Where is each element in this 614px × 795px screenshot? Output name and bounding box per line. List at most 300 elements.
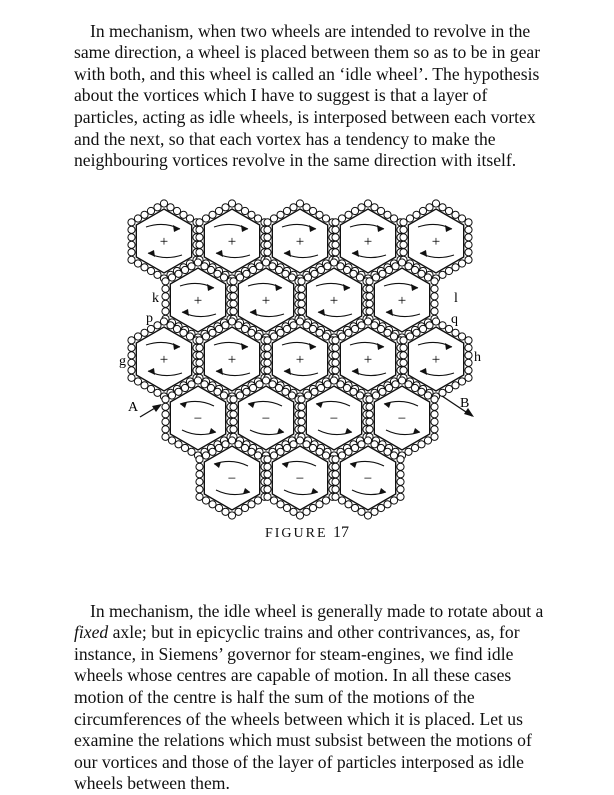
particle-circle	[222, 508, 229, 515]
particle-circle	[419, 325, 426, 332]
particle-circle	[458, 260, 465, 267]
particle-circle	[445, 267, 452, 274]
vortex-sign: +	[261, 293, 271, 309]
particle-circle	[230, 411, 237, 418]
particle-circle	[168, 392, 175, 399]
particle-circle	[298, 300, 305, 307]
caption-word: FIGURE	[264, 526, 328, 541]
particle-circle	[358, 204, 365, 211]
particle-circle	[235, 204, 242, 211]
particle-circle	[162, 418, 169, 425]
particle-circle	[345, 211, 352, 218]
vortex-sign: +	[227, 352, 237, 368]
particle-circle	[338, 215, 345, 222]
label-k: k	[152, 291, 159, 306]
particle-circle	[275, 266, 282, 273]
particle-circle	[465, 249, 472, 256]
particle-circle	[309, 504, 316, 511]
particle-circle	[264, 226, 271, 233]
particle-circle	[264, 249, 271, 256]
particle-circle	[364, 437, 371, 444]
particle-circle	[324, 381, 331, 388]
particle-circle	[241, 504, 248, 511]
particle-circle	[230, 403, 237, 410]
particle-circle	[384, 211, 391, 218]
particle-circle	[296, 318, 303, 325]
particle-circle	[230, 426, 237, 433]
paragraph-idle-wheel: In mechanism, when two wheels are intended to revolve in the same direction, a wheel is placed between them so as to be in gear with both, and this wheel is called an ‘idle wheel’. The hypothesis about the vortices which I have to suggest is that a layer of particles, acting as idle wheels, is interposed between each vortex and the next, so that each vortex has a tendency to make the neighbouring vortices revolve in the same direction with itself.	[74, 20, 541, 171]
particle-circle	[343, 384, 350, 391]
particle-circle	[406, 215, 413, 222]
particle-circle	[196, 344, 203, 351]
particle-circle	[351, 444, 358, 451]
particle-circle	[400, 249, 407, 256]
particle-circle	[269, 263, 276, 270]
particle-circle	[264, 352, 271, 359]
particle-circle	[162, 308, 169, 315]
particle-circle	[162, 403, 169, 410]
particle-circle	[411, 444, 418, 451]
vortex-sign: +	[363, 234, 373, 250]
particle-circle	[290, 441, 297, 448]
particle-circle	[439, 322, 446, 329]
caption-number: 17	[333, 524, 350, 541]
particle-circle	[298, 411, 305, 418]
vortex-hexagons	[136, 209, 463, 510]
particle-circle	[316, 501, 323, 508]
label-g: g	[119, 354, 126, 369]
particle-circle	[358, 441, 365, 448]
particle-circle	[175, 441, 182, 448]
particle-circle	[366, 411, 373, 418]
particle-circle	[332, 471, 339, 478]
particle-circle	[141, 264, 148, 271]
particle-circle	[154, 204, 161, 211]
particle-circle	[128, 374, 135, 381]
particle-circle	[254, 215, 261, 222]
particle-circle	[162, 426, 169, 433]
particle-circle	[188, 448, 195, 455]
particle-circle	[419, 207, 426, 214]
particle-circle	[465, 219, 472, 226]
particle-circle	[397, 478, 404, 485]
particle-circle	[452, 329, 459, 336]
particle-circle	[303, 204, 310, 211]
particle-circle	[128, 344, 135, 351]
particle-circle	[330, 259, 337, 266]
particle-circle	[283, 207, 290, 214]
particle-circle	[398, 377, 405, 384]
particle-circle	[418, 388, 425, 395]
particle-circle	[141, 211, 148, 218]
particle-circle	[411, 266, 418, 273]
particle-circle	[332, 359, 339, 366]
particle-circle	[358, 322, 365, 329]
particle-circle	[162, 300, 169, 307]
particle-circle	[209, 211, 216, 218]
particle-circle	[332, 456, 339, 463]
particle-circle	[128, 359, 135, 366]
particle-circle	[372, 274, 379, 281]
particle-circle	[264, 456, 271, 463]
particle-circle	[405, 381, 412, 388]
label-p: p	[146, 311, 153, 326]
particle-circle	[432, 318, 439, 325]
particle-circle	[372, 392, 379, 399]
particle-circle	[209, 329, 216, 336]
particle-circle	[236, 392, 243, 399]
particle-circle	[162, 278, 169, 285]
particle-circle	[160, 318, 167, 325]
particle-circle	[228, 512, 235, 519]
particle-circle	[230, 285, 237, 292]
particle-circle	[230, 300, 237, 307]
particle-circle	[230, 308, 237, 315]
particle-circle	[426, 204, 433, 211]
particle-circle	[379, 270, 386, 277]
particle-circle	[345, 501, 352, 508]
particle-circle	[390, 497, 397, 504]
particle-circle	[400, 226, 407, 233]
particle-circle	[162, 285, 169, 292]
vortex-sign: −	[397, 411, 407, 427]
particle-circle	[147, 207, 154, 214]
particle-circle	[196, 337, 203, 344]
particle-circle	[384, 448, 391, 455]
particle-circle	[413, 329, 420, 336]
particle-circle	[303, 322, 310, 329]
particle-circle	[400, 367, 407, 374]
particle-circle	[230, 396, 237, 403]
particle-circle	[222, 204, 229, 211]
vortex-sign: −	[261, 411, 271, 427]
particle-circle	[141, 329, 148, 336]
particle-circle	[270, 215, 277, 222]
particle-circle	[405, 263, 412, 270]
particle-circle	[128, 337, 135, 344]
particle-circle	[364, 318, 371, 325]
particle-circle	[167, 204, 174, 211]
particle-circle	[309, 444, 316, 451]
particle-circle	[128, 226, 135, 233]
particle-circle	[390, 333, 397, 340]
particle-circle	[264, 478, 271, 485]
particle-circle	[175, 270, 182, 277]
particle-circle	[162, 411, 169, 418]
particle-circle	[241, 207, 248, 214]
particle-circle	[264, 234, 271, 241]
particle-circle	[298, 285, 305, 292]
particle-circle	[249, 266, 256, 273]
particle-circle	[311, 388, 318, 395]
particle-circle	[397, 493, 404, 500]
particle-circle	[128, 249, 135, 256]
vortex-sign: +	[397, 293, 407, 309]
particle-circle	[351, 325, 358, 332]
particle-circle	[254, 333, 261, 340]
particle-circle	[147, 325, 154, 332]
particle-circle	[377, 207, 384, 214]
particle-circle	[432, 200, 439, 207]
particle-circle	[141, 382, 148, 389]
particle-circle	[173, 207, 180, 214]
particle-circle	[228, 200, 235, 207]
particle-circle	[366, 300, 373, 307]
particle-circle	[332, 241, 339, 248]
arrow-A-head	[152, 404, 162, 412]
particle-circle	[356, 392, 363, 399]
particle-circle	[264, 493, 271, 500]
particle-circle	[264, 219, 271, 226]
particle-circle	[236, 274, 243, 281]
particle-circle	[283, 504, 290, 511]
particle-circle	[431, 426, 438, 433]
particle-circle	[180, 329, 187, 336]
particle-circle	[332, 226, 339, 233]
vortex-sign: −	[295, 471, 305, 487]
particle-circle	[196, 359, 203, 366]
particle-circle	[215, 444, 222, 451]
particle-circle	[465, 234, 472, 241]
particle-circle	[222, 322, 229, 329]
particle-circle	[431, 278, 438, 285]
particle-circle	[270, 497, 277, 504]
particle-circle	[384, 501, 391, 508]
particle-circle	[230, 278, 237, 285]
particle-circle	[317, 384, 324, 391]
particle-circle	[202, 215, 209, 222]
vortex-sign: −	[227, 471, 237, 487]
vortex-sign: −	[193, 411, 203, 427]
particle-circle	[214, 388, 221, 395]
particle-circle	[128, 241, 135, 248]
label-l: l	[454, 291, 458, 306]
particle-circle	[201, 381, 208, 388]
particle-circle	[332, 219, 339, 226]
particle-circle	[175, 388, 182, 395]
particle-circle	[248, 501, 255, 508]
particle-circle	[465, 359, 472, 366]
particle-circle	[288, 274, 295, 281]
particle-circle	[168, 274, 175, 281]
particle-circle	[385, 266, 392, 273]
particle-circle	[332, 344, 339, 351]
vortex-sign: +	[329, 293, 339, 309]
particle-circle	[385, 384, 392, 391]
particle-circle	[298, 293, 305, 300]
particle-circle	[262, 259, 269, 266]
particle-circle	[445, 207, 452, 214]
particle-circle	[400, 344, 407, 351]
particle-circle	[269, 381, 276, 388]
particle-circle	[332, 486, 339, 493]
particle-circle	[256, 381, 263, 388]
particle-circle	[400, 352, 407, 359]
particle-circle	[196, 367, 203, 374]
particle-circle	[431, 411, 438, 418]
particle-circle	[215, 325, 222, 332]
particle-circle	[397, 471, 404, 478]
particle-circle	[296, 200, 303, 207]
particle-circle	[358, 508, 365, 515]
particle-circle	[168, 437, 175, 444]
particle-circle	[162, 433, 169, 440]
vortex-sign: +	[295, 234, 305, 250]
particle-circle	[332, 493, 339, 500]
vortex-sign: +	[227, 234, 237, 250]
particle-circle	[350, 270, 357, 277]
particle-circle	[337, 263, 344, 270]
particle-circle	[277, 448, 284, 455]
particle-circle	[400, 337, 407, 344]
particle-circle	[458, 333, 465, 340]
particle-circle	[264, 337, 271, 344]
particle-circle	[356, 274, 363, 281]
particle-circle	[235, 441, 242, 448]
particle-circle	[282, 270, 289, 277]
paragraph-2-text-b: axle; but in epicyclic trains and other contrivances, as, for instance, in Siemens’ governor for steam-engines, we find idle wheels whose centres are capable of motion. In all these cases motion of the centre is half the sum of the motions of the circumferences of the wheels between which it is placed. Let us examine the relations which must subsist between the motions of our vortices and those of the layer of particles interposed as idle wheels between them.	[74, 622, 532, 794]
particle-circle	[196, 463, 203, 470]
particle-circle	[296, 437, 303, 444]
particle-circle	[134, 215, 141, 222]
particle-circle	[264, 367, 271, 374]
particle-circle	[431, 293, 438, 300]
particle-circle	[228, 318, 235, 325]
particle-circle	[304, 392, 311, 399]
particle-circle	[452, 264, 459, 271]
particle-circle	[209, 501, 216, 508]
particle-circle	[220, 392, 227, 399]
particle-circle	[196, 234, 203, 241]
label-q: q	[451, 312, 458, 327]
particle-circle	[128, 256, 135, 263]
particle-circle	[330, 377, 337, 384]
particle-circle	[296, 512, 303, 519]
particle-circle	[322, 497, 329, 504]
particle-circle	[311, 270, 318, 277]
particle-circle	[424, 392, 431, 399]
particle-circle	[298, 278, 305, 285]
particle-circle	[215, 504, 222, 511]
particle-circle	[400, 219, 407, 226]
particle-circle	[371, 441, 378, 448]
particle-circle	[316, 329, 323, 336]
particle-circle	[351, 207, 358, 214]
vortex-sign: +	[159, 352, 169, 368]
particle-circle	[254, 497, 261, 504]
particle-circle	[188, 263, 195, 270]
particle-circle	[154, 389, 161, 396]
particle-circle	[445, 385, 452, 392]
paragraph-2-italic: fixed	[74, 622, 109, 643]
particle-circle	[465, 337, 472, 344]
particle-circle	[366, 426, 373, 433]
particle-circle	[160, 200, 167, 207]
particle-circle	[316, 448, 323, 455]
particle-circle	[431, 433, 438, 440]
particle-circle	[322, 215, 329, 222]
particle-circle	[332, 367, 339, 374]
particle-circle	[264, 463, 271, 470]
particle-circle	[431, 285, 438, 292]
vortex-sign: −	[329, 411, 339, 427]
particle-circle	[345, 329, 352, 336]
particle-circle	[241, 444, 248, 451]
particle-circle	[235, 508, 242, 515]
particle-circle	[128, 352, 135, 359]
particle-circle	[277, 329, 284, 336]
particle-circle	[264, 471, 271, 478]
particle-circle	[309, 325, 316, 332]
particle-circle	[351, 504, 358, 511]
particle-circle	[264, 486, 271, 493]
particle-circle	[371, 508, 378, 515]
particle-circle	[282, 388, 289, 395]
particle-circle	[264, 359, 271, 366]
particle-circle	[304, 274, 311, 281]
particle-circle	[264, 344, 271, 351]
particle-circle	[196, 219, 203, 226]
particle-circle	[309, 207, 316, 214]
particle-circle	[277, 501, 284, 508]
particle-circle	[316, 211, 323, 218]
label-A: A	[128, 400, 139, 415]
particle-circle	[241, 325, 248, 332]
particle-circle	[384, 329, 391, 336]
particle-circle	[465, 367, 472, 374]
particle-circle	[270, 333, 277, 340]
particle-circle	[322, 333, 329, 340]
particle-circle	[379, 388, 386, 395]
particle-circle	[465, 374, 472, 381]
particle-circle	[277, 211, 284, 218]
particle-circle	[431, 308, 438, 315]
particle-circle	[230, 293, 237, 300]
particle-circle	[405, 448, 412, 455]
particle-circle	[196, 493, 203, 500]
particle-circle	[202, 497, 209, 504]
particle-circle	[366, 285, 373, 292]
particle-circle	[283, 325, 290, 332]
particle-circle	[332, 249, 339, 256]
particle-circle	[248, 329, 255, 336]
particle-circle	[366, 418, 373, 425]
particle-circle	[439, 271, 446, 278]
vortex-sign: +	[431, 234, 441, 250]
particle-circle	[154, 322, 161, 329]
particle-circle	[290, 204, 297, 211]
particle-circle	[134, 333, 141, 340]
particle-circle	[214, 270, 221, 277]
particle-circle	[235, 322, 242, 329]
particle-circle	[332, 352, 339, 359]
particle-circle	[298, 396, 305, 403]
particle-circle	[458, 215, 465, 222]
particle-circle	[338, 452, 345, 459]
particle-circle	[128, 234, 135, 241]
particle-circle	[181, 384, 188, 391]
particle-circle	[162, 396, 169, 403]
particle-circle	[338, 333, 345, 340]
particle-circle	[181, 266, 188, 273]
particle-circle	[366, 293, 373, 300]
particle-circle	[397, 456, 404, 463]
particle-circle	[264, 241, 271, 248]
particle-circle	[366, 278, 373, 285]
particle-circle	[196, 471, 203, 478]
particle-circle	[400, 234, 407, 241]
particle-circle	[411, 384, 418, 391]
